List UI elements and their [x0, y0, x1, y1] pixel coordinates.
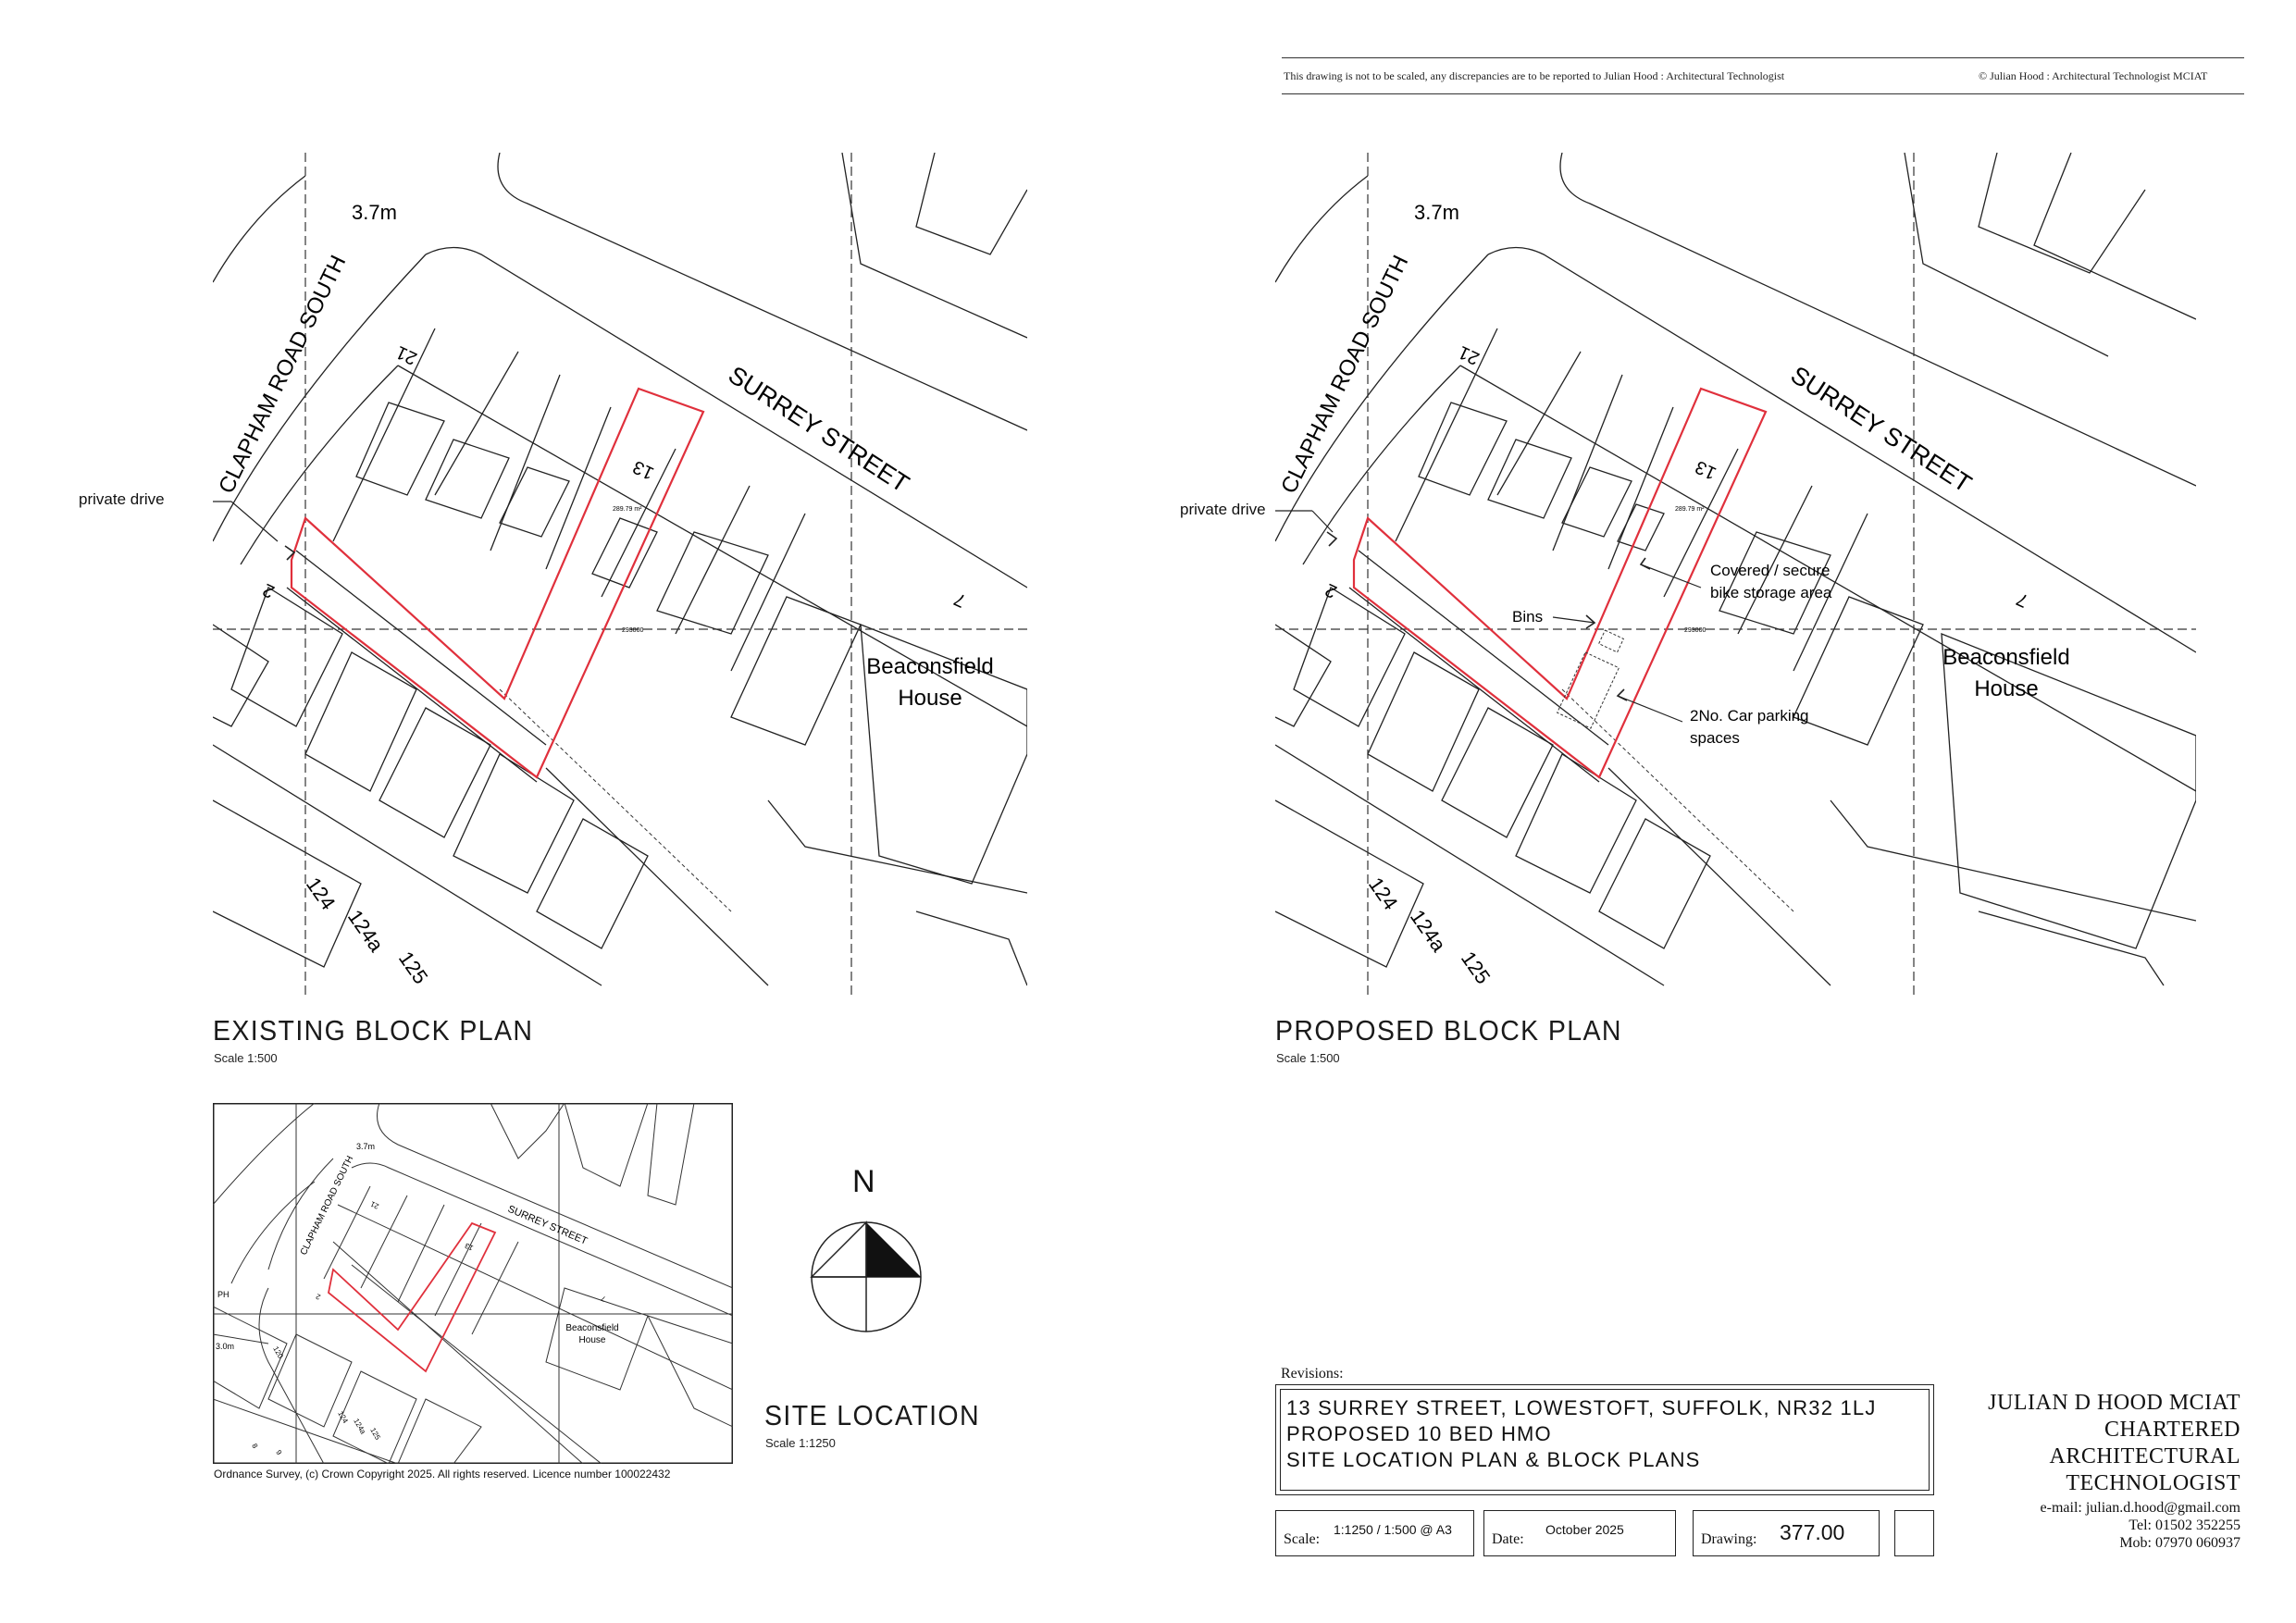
scale-value: 1:1250 / 1:500 @ A3 [1334, 1522, 1452, 1537]
building [842, 153, 1027, 338]
house-number-124a: 124a [342, 905, 389, 956]
building [379, 708, 490, 837]
building [592, 518, 657, 588]
proposed-block-plan [1275, 153, 2196, 995]
building [1562, 467, 1632, 537]
street-edge [352, 1163, 733, 1316]
existing-block-plan [213, 153, 1027, 995]
private-drive-leader [231, 502, 278, 541]
proposed-plan-title: PROPOSED BLOCK PLAN [1275, 1014, 1622, 1047]
drawing-label: Drawing: [1701, 1531, 1757, 1547]
plot-line [1553, 375, 1622, 551]
building [213, 800, 361, 967]
house-number-125: 125 [368, 1426, 382, 1442]
building [398, 1399, 481, 1464]
street-edge [1831, 800, 2196, 921]
date-value: October 2025 [1545, 1522, 1624, 1537]
house-number-124: 124 [1363, 873, 1403, 914]
company-line: CHARTERED [2104, 1418, 2240, 1442]
contact-details [1926, 1499, 2240, 1552]
road-kerb [1275, 176, 1368, 282]
building [648, 1316, 733, 1427]
contact-mob: Mob: 07970 060937 [2119, 1535, 2240, 1551]
house-number-13: 13 [463, 1241, 475, 1253]
site-area-label: 289.79 m² [1675, 506, 1705, 513]
beaconsfield-house-label: House [898, 686, 962, 711]
building [537, 819, 648, 948]
private-drive-label: private drive [1180, 501, 1266, 518]
clapham-road-label: CLAPHAM ROAD SOUTH [298, 1154, 356, 1258]
building [1442, 708, 1553, 837]
disclaimer-text: This drawing is not to be scaled, any discrepancies are to be reported to Julian Hood : Architectural Technologist [1284, 69, 1785, 82]
site-boundary [292, 389, 703, 777]
project-title-box [1275, 1384, 1934, 1495]
house-number-124: 124 [336, 1409, 350, 1425]
ph-label: PH [217, 1290, 230, 1299]
grid-reference-label: 293000 [622, 627, 644, 634]
street-edge [1608, 768, 1831, 985]
house-number-7: 7 [950, 588, 970, 612]
building [565, 1103, 648, 1186]
existing-plan-title: EXISTING BLOCK PLAN [213, 1014, 534, 1047]
beaconsfield-house-label: Beaconsfield [1942, 645, 2070, 670]
drive-line [1349, 588, 1599, 782]
date-label: Date: [1492, 1531, 1524, 1547]
house-number-120: 120 [271, 1344, 285, 1360]
surrey-street-label: SURREY STREET [505, 1203, 590, 1247]
parking-area [1558, 652, 1620, 728]
road-width-label: 3.7m [356, 1142, 376, 1151]
building [1419, 403, 1507, 495]
project-title-inner [1280, 1389, 1930, 1491]
plot-line [1608, 407, 1673, 569]
existing-plan-scale: Scale 1:500 [214, 1051, 278, 1065]
private-drive-leader [1312, 511, 1333, 532]
building [1599, 819, 1710, 948]
scale-box [1275, 1510, 1474, 1556]
building [1793, 597, 1923, 745]
house-number-125: 125 [1456, 947, 1496, 988]
street-edge [546, 768, 768, 985]
road-width-label: 3.0m [216, 1342, 235, 1351]
drawing-title: SITE LOCATION PLAN & BLOCK PLANS [1286, 1448, 1701, 1471]
plot-line [333, 328, 435, 541]
drive-line [287, 588, 537, 782]
company-line: TECHNOLOGIST [2066, 1471, 2240, 1495]
plot-line [1738, 486, 1812, 634]
street-edge [352, 1265, 602, 1464]
street-edge [768, 800, 1027, 893]
drive-arrow [1327, 532, 1336, 546]
building [231, 588, 342, 726]
building [453, 754, 574, 893]
house-number-8: 8 [250, 1442, 260, 1450]
clapham-road-label: CLAPHAM ROAD SOUTH [1276, 251, 1414, 498]
house-number-9: 9 [274, 1448, 284, 1456]
beaconsfield-house-label: House [578, 1335, 606, 1345]
site-location-map [213, 1103, 733, 1464]
building [1905, 153, 2108, 356]
house-number-2: 2 [259, 578, 279, 602]
building [356, 403, 444, 495]
building [916, 911, 1027, 985]
plot-line [676, 486, 750, 634]
building [1294, 588, 1405, 726]
building [1979, 153, 2145, 273]
house-number-13: 13 [1692, 456, 1720, 484]
proposed-plan-scale: Scale 1:500 [1276, 1051, 1340, 1065]
building [1368, 652, 1479, 791]
building [490, 1103, 565, 1158]
bike-storage-label: bike storage area [1710, 584, 1832, 601]
plot-line [435, 352, 518, 495]
building [1516, 754, 1636, 893]
site-location-scale: Scale 1:1250 [765, 1436, 836, 1450]
grid-reference-label: 293000 [1684, 627, 1706, 634]
os-copyright: Ordnance Survey, (c) Crown Copyright 2025. All rights reserved. Licence number 100022432 [214, 1468, 671, 1481]
building [657, 532, 768, 634]
house-number-21: 21 [392, 341, 421, 369]
plot-line [1497, 352, 1581, 495]
drive-line [296, 551, 546, 745]
surrey-street-label: SURREY STREET [1785, 360, 1977, 499]
plot-line [546, 407, 611, 569]
company-name [1926, 1390, 2240, 1497]
surrey-street-label: SURREY STREET [723, 360, 914, 499]
house-number-125: 125 [393, 947, 433, 988]
parking-label: spaces [1690, 729, 1740, 747]
road-width-label: 3.7m [1414, 201, 1459, 224]
bins-label: Bins [1512, 608, 1544, 626]
north-arrow-icon [809, 1220, 924, 1334]
road-kerb [213, 1103, 315, 1205]
project-description: PROPOSED 10 BED HMO [1286, 1422, 1552, 1445]
scale-label: Scale: [1284, 1531, 1321, 1547]
building [1275, 800, 1423, 967]
revisions-label: Revisions: [1281, 1366, 1344, 1381]
building [213, 1307, 287, 1408]
building [916, 153, 1027, 254]
top-rule-lower [1282, 93, 2244, 94]
site-location-title: SITE LOCATION [764, 1399, 980, 1431]
drawing-number: 377.00 [1780, 1520, 1845, 1544]
house-number-124: 124 [301, 873, 341, 914]
plot-line [435, 1223, 481, 1316]
beaconsfield-house-label: Beaconsfield [565, 1323, 619, 1333]
copyright-text: © Julian Hood : Architectural Technologist MCIAT [1979, 69, 2208, 82]
building [648, 1103, 694, 1205]
plot-line [361, 1196, 407, 1288]
parking-leader [1618, 696, 1682, 722]
house-number-21: 21 [1455, 341, 1483, 369]
house-number-21: 21 [368, 1199, 380, 1211]
house-number-124a: 124a [1405, 905, 1451, 956]
beaconsfield-house-label: House [1974, 676, 2039, 701]
plot-line [472, 1242, 518, 1334]
building [213, 625, 268, 726]
private-drive-label: private drive [79, 490, 165, 508]
plot-line [490, 375, 560, 551]
building [426, 440, 509, 518]
site-area-label: 289.79 m² [613, 506, 642, 513]
house-number-13: 13 [629, 456, 658, 484]
building [1275, 625, 1331, 726]
contact-email: e-mail: julian.d.hood@gmail.com [2040, 1500, 2240, 1516]
project-address: 13 SURREY STREET, LOWESTOFT, SUFFOLK, NR32 1LJ [1286, 1396, 1877, 1419]
drive-line [1359, 551, 1608, 745]
building [1488, 440, 1571, 518]
company-line: ARCHITECTURAL [2049, 1444, 2240, 1468]
bins-area [1599, 630, 1624, 652]
building [500, 467, 569, 537]
house-number-124a: 124a [352, 1417, 367, 1436]
north-label: N [852, 1164, 875, 1199]
street-edge [378, 1103, 734, 1288]
date-box [1483, 1510, 1676, 1556]
street-edge [426, 248, 1027, 588]
plot-line [398, 1205, 444, 1302]
road-width-label: 3.7m [352, 201, 397, 224]
house-number-7: 7 [600, 1294, 607, 1304]
building [2034, 153, 2196, 319]
parking-label: 2No. Car parking [1690, 707, 1809, 725]
street-edge [1488, 248, 2196, 653]
road-kerb [213, 176, 305, 282]
plot-line [1396, 328, 1497, 541]
house-number-7: 7 [2013, 588, 2032, 612]
top-rule [1282, 57, 2244, 58]
bike-storage-label: Covered / secure [1710, 562, 1831, 579]
house-number-2: 2 [1322, 578, 1341, 602]
building [305, 652, 416, 791]
street-edge [338, 1205, 733, 1390]
house-number-2: 2 [315, 1292, 322, 1302]
beaconsfield-house-label: Beaconsfield [866, 654, 994, 679]
company-line: JULIAN D HOOD MCIAT [1988, 1391, 2240, 1415]
contact-tel: Tel: 01502 352255 [2128, 1518, 2240, 1533]
drawing-number-box [1693, 1510, 1880, 1556]
clapham-road-label: CLAPHAM ROAD SOUTH [214, 251, 352, 498]
